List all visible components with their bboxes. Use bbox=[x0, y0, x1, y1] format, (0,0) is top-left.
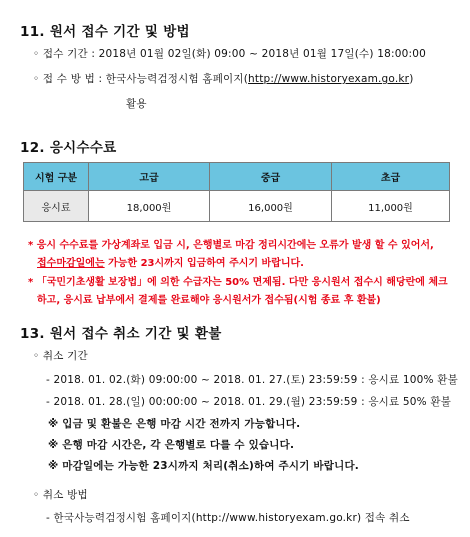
refund-note-1: ※ 입금 및 환불은 은행 마감 시간 전까지 가능합니다. bbox=[48, 418, 301, 430]
header-exam-type: 시험 구분 bbox=[24, 163, 89, 191]
section-12-title: 12. 응시수수료 bbox=[20, 140, 117, 156]
application-period: ◦ 접수 기간 : 2018년 01월 02일(화) 09:00 ~ 2018년 01월 17일(수) 18:00:00 bbox=[33, 48, 426, 60]
fee-table bbox=[23, 162, 450, 222]
section-11-title: 11. 원서 접수 기간 및 방법 bbox=[20, 24, 190, 40]
fee-advanced: 18,000원 bbox=[89, 191, 210, 222]
refund-line-1: - 2018. 01. 02.(화) 09:00:00 ~ 2018. 01. 27.(토) 23:59:59 : 응시료 100% 환불 bbox=[46, 374, 458, 386]
header-intermediate: 중급 bbox=[210, 163, 332, 191]
cancel-method-line: - 한국사능력검정시험 홈페이지(http://www.historyexam.go.kr) 접속 취소 bbox=[46, 512, 410, 524]
homepage-link[interactable]: http://www.historyexam.go.kr bbox=[248, 73, 410, 85]
fee-note-1b bbox=[37, 254, 304, 269]
fee-table-header bbox=[24, 163, 450, 191]
refund-line-2: - 2018. 01. 28.(일) 00:00:00 ~ 2018. 01. 29.(월) 23:59:59 : 응시료 50% 환불 bbox=[46, 396, 452, 408]
cancel-period-label: ◦ 취소 기간 bbox=[33, 350, 88, 362]
fee-note-2b: 하고, 응시료 납부에서 결제를 완료해야 응시원서가 접수됨(시험 종료 후 환불) bbox=[37, 295, 381, 306]
fee-basic: 11,000원 bbox=[332, 191, 450, 222]
method-suffix: ) bbox=[409, 73, 414, 85]
section-13-title: 13. 원서 접수 취소 기간 및 환불 bbox=[20, 326, 222, 342]
fee-note-1a: * 응시 수수료를 가상계좌로 입금 시, 은행별로 마감 정리시간에는 오류가 발생 할 수 있어서, bbox=[28, 240, 434, 251]
application-method-cont: 활용 bbox=[126, 98, 147, 110]
method-prefix: ◦ 접 수 방 법 : 한국사능력검정시험 홈페이지( bbox=[33, 73, 249, 85]
fee-intermediate: 16,000원 bbox=[210, 191, 332, 222]
cancel-method-label: ◦ 취소 방법 bbox=[33, 489, 88, 501]
application-method bbox=[33, 71, 413, 86]
fee-note-1b-underlined: 접수마감일에는 bbox=[37, 258, 105, 269]
header-advanced: 고급 bbox=[89, 163, 210, 191]
refund-note-3: ※ 마감일에는 가능한 23시까지 처리(취소)하여 주시기 바랍니다. bbox=[48, 460, 359, 472]
header-basic: 초급 bbox=[332, 163, 450, 191]
fee-note-1b-rest: 가능한 23시까지 입금하여 주시기 바랍니다. bbox=[104, 258, 304, 269]
refund-note-2: ※ 은행 마감 시간은, 각 은행별로 다를 수 있습니다. bbox=[48, 439, 295, 451]
fee-note-2a: * 「국민기초생활 보장법」에 의한 수급자는 50% 면제됨. 다만 응시원서 접수시 해당란에 체크 bbox=[28, 277, 448, 288]
table-row bbox=[24, 191, 450, 222]
row-label: 응시료 bbox=[24, 191, 89, 222]
